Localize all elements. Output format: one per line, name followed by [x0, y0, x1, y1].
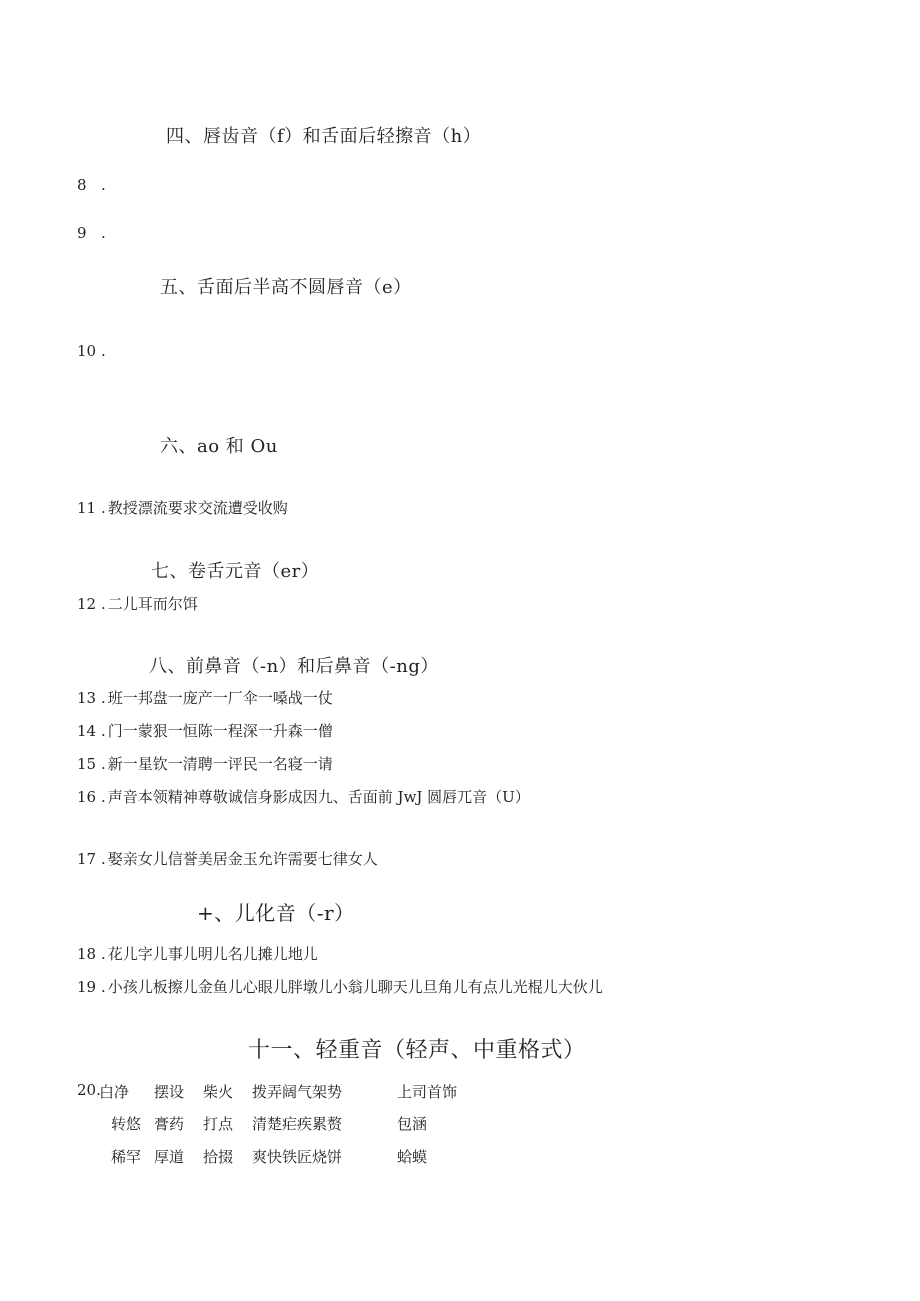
item-text: 二儿耳而尔饵	[107, 595, 198, 613]
word-cell: 爽快铁匠烧饼	[252, 1148, 343, 1166]
item-17	[77, 848, 378, 869]
item-16	[77, 786, 530, 807]
item-separator: .	[101, 176, 106, 194]
section-heading-6: 六、ao 和 Ou	[160, 436, 278, 457]
word-cell: 转悠	[111, 1115, 142, 1133]
word-cell: 拾掇	[203, 1148, 234, 1166]
item-separator: .	[101, 689, 106, 707]
section-heading-4: 四、唇齿音（f）和舌面后轻擦音（h）	[166, 126, 482, 147]
item-separator: .	[101, 755, 106, 773]
item-10	[77, 342, 108, 360]
item-19	[77, 976, 603, 997]
item-separator: .	[101, 788, 106, 806]
word-cell: 柴火	[203, 1083, 234, 1101]
item-number: 18	[77, 945, 97, 963]
word-cell: 摆设	[154, 1083, 185, 1101]
item-number: 16	[77, 788, 97, 806]
item-number: 17	[77, 850, 97, 868]
section-heading-7: 七、卷舌元音（er）	[151, 561, 320, 582]
section-heading-8: 八、前鼻音（-n）和后鼻音（-ng）	[149, 656, 439, 677]
item-text: 花儿字儿事儿明儿名儿摊儿地儿	[107, 945, 318, 963]
word-cell: 蛤蟆	[397, 1148, 428, 1166]
word-cell: 白净	[99, 1083, 130, 1101]
item-number: 20.	[77, 1081, 101, 1099]
item-number: 11	[77, 499, 97, 517]
section-heading-5: 五、舌面后半高不圆唇音（e）	[160, 277, 412, 298]
item-separator: .	[101, 945, 106, 963]
item-12	[77, 593, 198, 614]
item-separator: .	[101, 224, 106, 242]
item-text: 娶亲女儿信誉美居金玉允许需要七律女人	[107, 850, 378, 868]
item-9	[77, 224, 108, 242]
word-cell: 包涵	[397, 1115, 428, 1133]
item-number: 13	[77, 689, 97, 707]
item-separator: .	[101, 595, 106, 613]
word-cell: 上司首饰	[397, 1083, 458, 1101]
item-18	[77, 943, 318, 964]
item-number: 9	[77, 224, 87, 242]
item-text: 门一蒙狠一恒陈一程深一升森一僧	[107, 722, 333, 740]
item-separator: .	[101, 342, 106, 360]
item-text: 小孩儿板擦儿金鱼儿心眼儿胖墩儿小翁儿聊天儿旦角儿有点儿光棍儿大伙儿	[107, 978, 603, 996]
item-separator: .	[101, 850, 106, 868]
word-cell: 稀罕	[111, 1148, 142, 1166]
item-separator: .	[101, 499, 106, 517]
item-number: 12	[77, 595, 97, 613]
item-8	[77, 176, 108, 194]
item-text: 班一邦盘一庞产一厂伞一嗓战一仗	[107, 689, 333, 707]
word-cell: 拨弄阔气架势	[252, 1083, 343, 1101]
item-number: 19	[77, 978, 97, 996]
item-separator: .	[101, 722, 106, 740]
item-15	[77, 753, 333, 774]
item-number: 14	[77, 722, 97, 740]
item-text: 声音本领精神尊敬诚信身影成因九、舌面前 JwJ 圆唇兀音（U）	[107, 788, 530, 806]
word-cell: 膏药	[154, 1115, 185, 1133]
item-number: 8	[77, 176, 87, 194]
item-13	[77, 687, 333, 708]
item-11	[77, 497, 288, 518]
item-text: 教授漂流要求交流遭受收购	[107, 499, 288, 517]
item-14	[77, 720, 333, 741]
item-text: 新一星钦一清聘一评民一名寝一请	[107, 755, 333, 773]
item-separator: .	[101, 978, 106, 996]
word-cell: 打点	[203, 1115, 234, 1133]
item-number: 10	[77, 342, 97, 360]
word-cell: 厚道	[154, 1148, 185, 1166]
section-heading-10: +、儿化音（-r）	[197, 901, 355, 925]
word-cell: 清楚疟疾累赘	[252, 1115, 343, 1133]
item-number: 15	[77, 755, 97, 773]
section-heading-11: 十一、轻重音（轻声、中重格式）	[248, 1038, 586, 1063]
